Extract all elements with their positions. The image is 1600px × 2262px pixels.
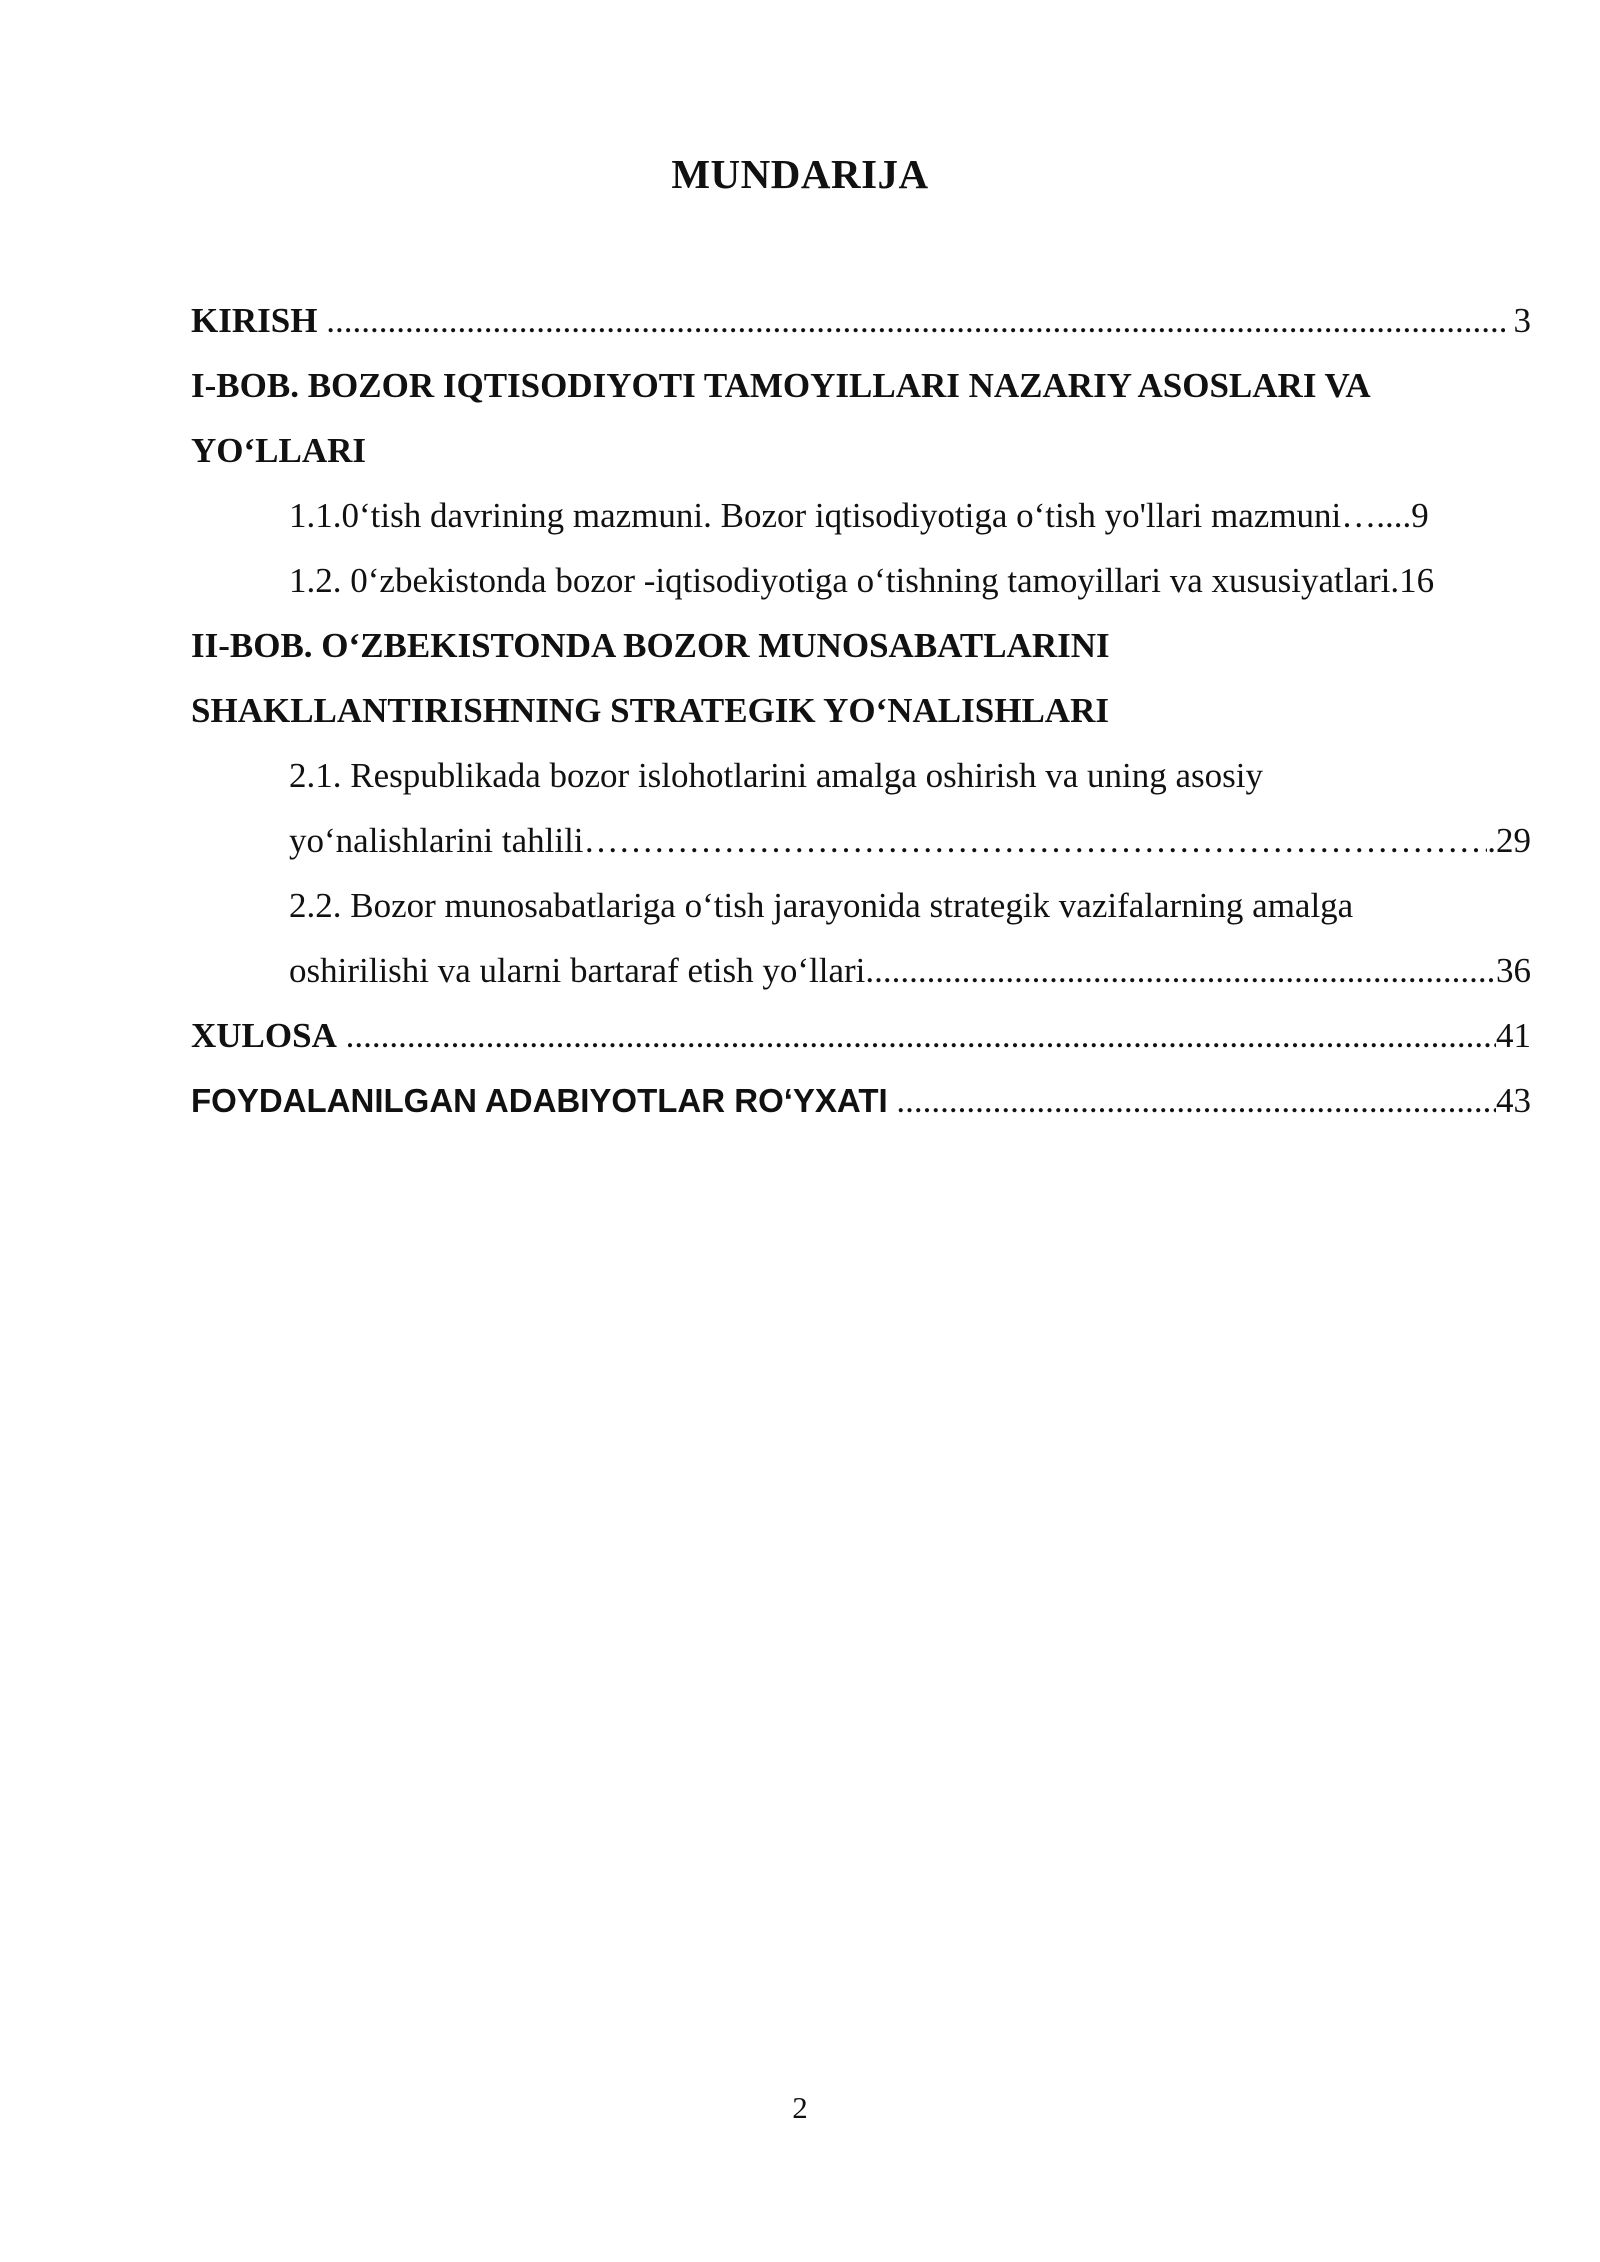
toc-entry-label: XULOSA [191, 1016, 337, 1055]
toc-entry-chapter-1[interactable] [191, 353, 1531, 418]
table-of-contents [191, 288, 1531, 1133]
toc-page-number: 16 [1399, 561, 1435, 600]
toc-entry-label: 1.1.0‘tish davrining mazmuni. Bozor iqtisodiyotiga o‘tish yo'llari mazmuni….... [289, 496, 1412, 535]
toc-entry-label-line1: 2.1. Respublikada bozor islohotlarini amalga oshirish va uning asosiy [289, 756, 1264, 795]
toc-chapter-title-line1: I-BOB. BOZOR IQTISODIYOTI TAMOYILLARI NAZARIY ASOSLARI VA [191, 366, 1371, 405]
toc-leader-dots [317, 288, 1504, 353]
toc-entry-section-1-1[interactable] [191, 483, 1531, 548]
toc-page-number: 43 [1496, 1081, 1531, 1120]
toc-entry-section-2-1-cont [191, 808, 1531, 873]
page-title: MUNDARIJA [671, 151, 929, 197]
toc-chapter-title-line2: SHAKLLANTIRISHNING STRATEGIK YO‘NALISHLARI [191, 691, 1109, 730]
toc-entry-label: FOYDALANILGAN ADABIYOTLAR RO‘YXATI [191, 1082, 888, 1119]
toc-entry-section-2-2-cont [191, 938, 1531, 1003]
toc-entry-adabiyotlar[interactable] [191, 1068, 1531, 1133]
toc-page-number: 9 [1411, 496, 1429, 535]
toc-entry-chapter-2-cont [191, 678, 1531, 743]
toc-entry-kirish[interactable] [191, 288, 1531, 353]
toc-leader-dots [337, 1003, 1496, 1068]
toc-entry-section-2-2[interactable] [191, 873, 1531, 938]
toc-leader-dots [584, 808, 1488, 873]
toc-entry-label-line1: 2.2. Bozor munosabatlariga o‘tish jarayonida strategik vazifalarning amalga [289, 886, 1354, 925]
toc-chapter-title-line1: II-BOB. O‘ZBEKISTONDA BOZOR MUNOSABATLARINI [191, 626, 1110, 665]
toc-page-number: 41 [1496, 1016, 1531, 1055]
page-number: 2 [792, 2090, 808, 2125]
toc-entry-xulosa[interactable] [191, 1003, 1531, 1068]
toc-entry-section-1-2[interactable] [191, 548, 1531, 613]
toc-page-number: 36 [1496, 951, 1531, 990]
toc-entry-label-line2: yo‘nalishlarini tahlili [289, 821, 584, 860]
toc-leader-dots [865, 938, 1496, 1003]
toc-entry-chapter-1-cont [191, 418, 1531, 483]
toc-entry-label: 1.2. 0‘zbekistonda bozor -iqtisodiyotiga o‘tishning tamoyillari va xususiyatlari. [289, 561, 1400, 600]
toc-page-number: .29 [1487, 821, 1531, 860]
toc-entry-label-line2: oshirilishi va ularni bartaraf etish yo‘llari [289, 951, 866, 990]
toc-entry-chapter-2[interactable] [191, 613, 1531, 678]
toc-entry-label: KIRISH [191, 301, 318, 340]
toc-chapter-title-line2: YO‘LLARI [191, 431, 367, 470]
toc-entry-section-2-1[interactable] [191, 743, 1531, 808]
toc-page-number: 3 [1513, 301, 1531, 340]
toc-leader-dots [888, 1068, 1496, 1133]
